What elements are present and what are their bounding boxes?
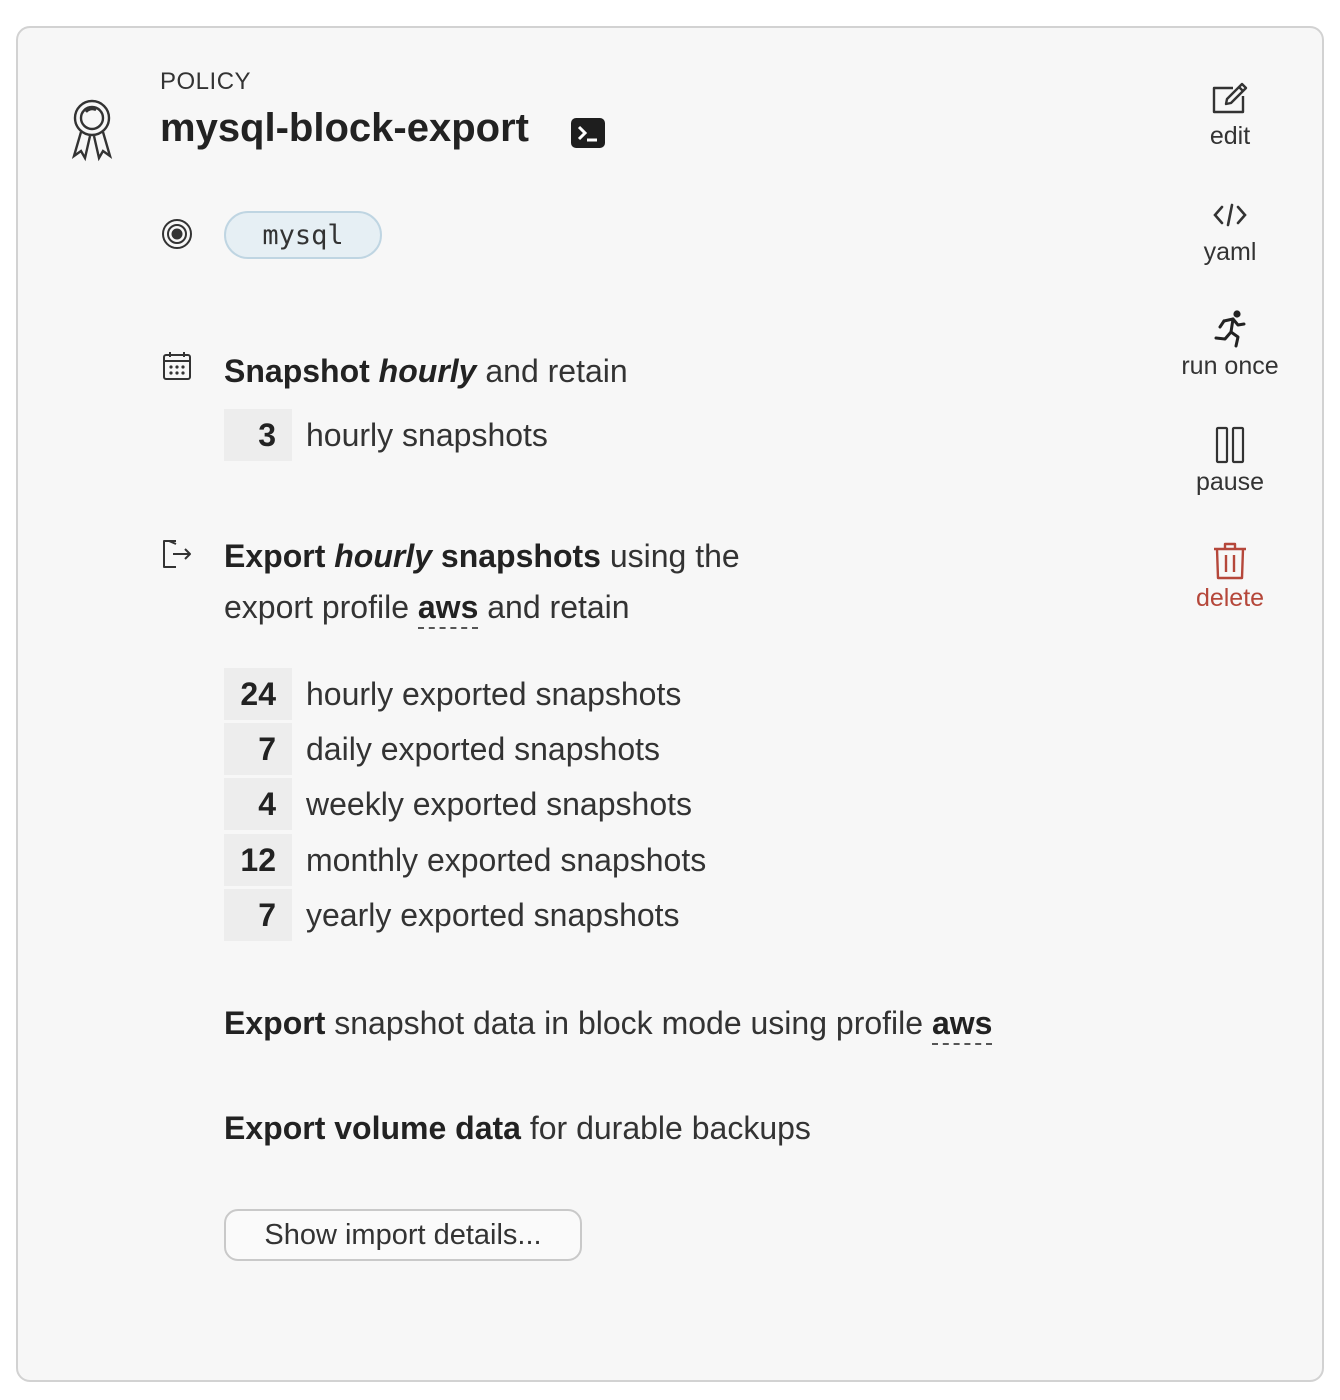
- export-retention-row: [224, 834, 706, 886]
- volume-export-sentence: [224, 1103, 811, 1154]
- edit-icon: [1209, 78, 1251, 120]
- yaml-button[interactable]: [1160, 194, 1300, 267]
- policy-ribbon-icon: [70, 98, 114, 164]
- retention-label: hourly exported snapshots: [306, 675, 682, 712]
- delete-button[interactable]: [1160, 540, 1300, 613]
- snapshot-suffix: and retain: [485, 353, 628, 389]
- retention-label: monthly exported snapshots: [306, 841, 707, 878]
- volume-export-bold: Export volume data: [224, 1110, 521, 1146]
- trash-icon: [1209, 540, 1251, 582]
- policy-card: [16, 26, 1324, 1382]
- export-sentence: [224, 531, 740, 633]
- terminal-icon[interactable]: [571, 118, 605, 148]
- retention-count: 7: [224, 723, 292, 775]
- block-export-text: snapshot data in block mode using profile: [334, 1005, 924, 1041]
- retention-count: 3: [224, 409, 292, 461]
- retention-label: yearly exported snapshots: [306, 896, 680, 933]
- snapshot-word: Snapshot: [224, 353, 370, 389]
- retention-row: [224, 409, 548, 461]
- snapshot-sentence: [224, 346, 628, 397]
- block-export-profile-link[interactable]: aws: [932, 1005, 992, 1045]
- retention-count: 24: [224, 668, 292, 720]
- export-profile-link[interactable]: aws: [418, 589, 478, 629]
- retention-label: hourly snapshots: [306, 416, 548, 453]
- run-icon: [1209, 308, 1251, 350]
- export-retention-row: [224, 668, 681, 720]
- export-retention-row: [224, 889, 680, 941]
- block-export-sentence: [224, 998, 992, 1049]
- edit-button[interactable]: [1160, 78, 1300, 151]
- retention-count: 7: [224, 889, 292, 941]
- policy-eyebrow: POLICY: [160, 68, 252, 95]
- delete-label: delete: [1195, 584, 1265, 612]
- show-import-details-button[interactable]: Show import details...: [224, 1209, 582, 1261]
- edit-label: edit: [1209, 122, 1251, 150]
- export-frequency: hourly: [334, 538, 433, 574]
- policy-title: mysql-block-export: [160, 106, 529, 150]
- pause-label: pause: [1195, 468, 1265, 496]
- retention-count: 12: [224, 834, 292, 886]
- block-export-word: Export: [224, 1005, 326, 1041]
- retention-label: weekly exported snapshots: [306, 785, 692, 822]
- export-retention-row: [224, 778, 692, 830]
- pause-button[interactable]: [1160, 424, 1300, 497]
- retention-count: 4: [224, 778, 292, 830]
- run-once-label: run once: [1181, 352, 1279, 380]
- calendar-icon: [161, 350, 193, 382]
- volume-export-text: for durable backups: [529, 1110, 811, 1146]
- export-retention-row: [224, 723, 660, 775]
- code-icon: [1209, 194, 1251, 236]
- export-word: Export: [224, 538, 326, 574]
- run-once-button[interactable]: [1160, 308, 1300, 381]
- export-suffix: and retain: [487, 589, 630, 625]
- export-snapshots-word: snapshots: [440, 538, 601, 574]
- target-icon: [161, 218, 193, 250]
- export-icon: [161, 538, 193, 570]
- selector-chip[interactable]: mysql: [224, 211, 382, 259]
- retention-label: daily exported snapshots: [306, 730, 660, 767]
- yaml-label: yaml: [1203, 238, 1257, 266]
- export-using-the: using the: [609, 538, 740, 574]
- snapshot-frequency: hourly: [378, 353, 477, 389]
- export-profile-text: export profile: [224, 589, 409, 625]
- pause-icon: [1209, 424, 1251, 466]
